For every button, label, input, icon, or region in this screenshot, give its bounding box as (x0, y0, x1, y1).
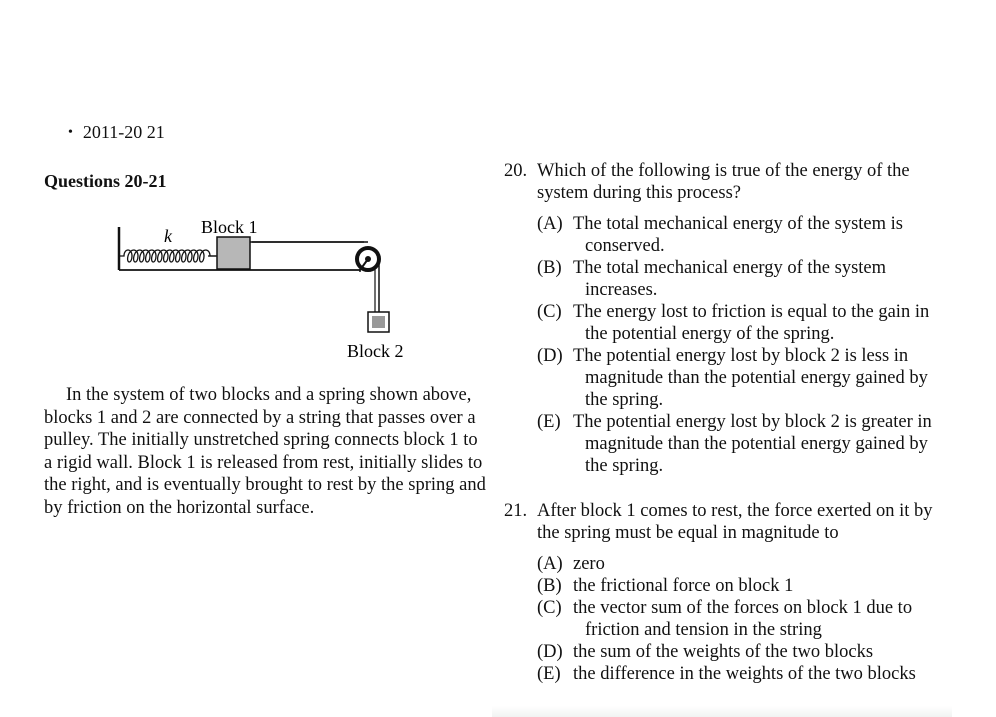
spring-block-pulley-diagram (112, 212, 432, 372)
choice-letter: (E) (537, 664, 561, 684)
choice-text: The total mechanical energy of the system is conserved. (573, 214, 903, 256)
questions-heading: Questions 20-21 (44, 171, 167, 191)
choice-a[interactable] (537, 213, 944, 257)
choice-text: The potential energy lost by block 2 is less in magnitude than the potential energy gained by the spring. (573, 346, 928, 410)
block-2-label: Block 2 (347, 341, 404, 361)
question-20 (504, 160, 944, 477)
question-number: 21. (504, 501, 528, 521)
spring-label: k (164, 226, 172, 246)
choice-letter: (B) (537, 576, 562, 596)
choice-letter: (D) (537, 346, 563, 366)
question-number: 20. (504, 161, 528, 181)
choice-c[interactable] (537, 301, 944, 345)
choice-letter: (C) (537, 302, 562, 322)
choice-text: the sum of the weights of the two blocks (573, 642, 874, 662)
choice-text: the difference in the weights of the two blocks (573, 664, 916, 684)
choice-text: the frictional force on block 1 (573, 576, 794, 596)
page-bottom-shade (492, 706, 952, 717)
choice-letter: (A) (537, 554, 563, 574)
choice-letter: (C) (537, 598, 562, 618)
question-text: Which of the following is true of the energy of the system during this process? (537, 161, 910, 203)
choice-text: The energy lost to friction is equal to the gain in the potential energy of the spring. (573, 302, 930, 344)
choice-e[interactable] (537, 411, 944, 477)
problem-paragraph (44, 384, 489, 519)
question-21 (504, 500, 944, 685)
block-1 (217, 237, 250, 269)
block-2-inner (372, 316, 385, 328)
choice-c[interactable] (537, 597, 944, 641)
choice-text: The total mechanical energy of the system increases. (573, 258, 887, 300)
choice-a[interactable] (537, 553, 944, 575)
choice-text: the vector sum of the forces on block 1 due to friction and tension in the string (573, 598, 913, 640)
choice-b[interactable] (537, 257, 944, 301)
question-text: After block 1 comes to rest, the force exerted on it by the spring must be equal in magnitude to (537, 501, 933, 543)
choice-letter: (D) (537, 642, 563, 662)
choice-d[interactable] (537, 641, 944, 663)
bullet-text: 2011-20 21 (82, 122, 165, 142)
choice-d[interactable] (537, 345, 944, 411)
choice-letter: (B) (537, 258, 562, 278)
choice-text: zero (573, 554, 605, 574)
choice-letter: (A) (537, 214, 563, 234)
choice-letter: (E) (537, 412, 561, 432)
choice-text: The potential energy lost by block 2 is greater in magnitude than the potential energy gained by the spring. (573, 412, 932, 476)
answer-choices (537, 213, 944, 477)
block-1-label: Block 1 (201, 217, 258, 237)
answer-choices (537, 553, 944, 685)
problem-text: In the system of two blocks and a spring shown above, blocks 1 and 2 are connected by a string that passes over a pulley. The initially unstretched spring connects block 1 to a rigid wall. Block 1 is released from rest, initially slides to the right, and is eventually brought to rest by the spring and by friction on the horizontal surface. (44, 385, 486, 518)
bullet-dot: • (68, 124, 73, 140)
choice-b[interactable] (537, 575, 944, 597)
bullet-line (68, 122, 165, 143)
spring (119, 250, 216, 262)
choice-e[interactable] (537, 663, 944, 685)
